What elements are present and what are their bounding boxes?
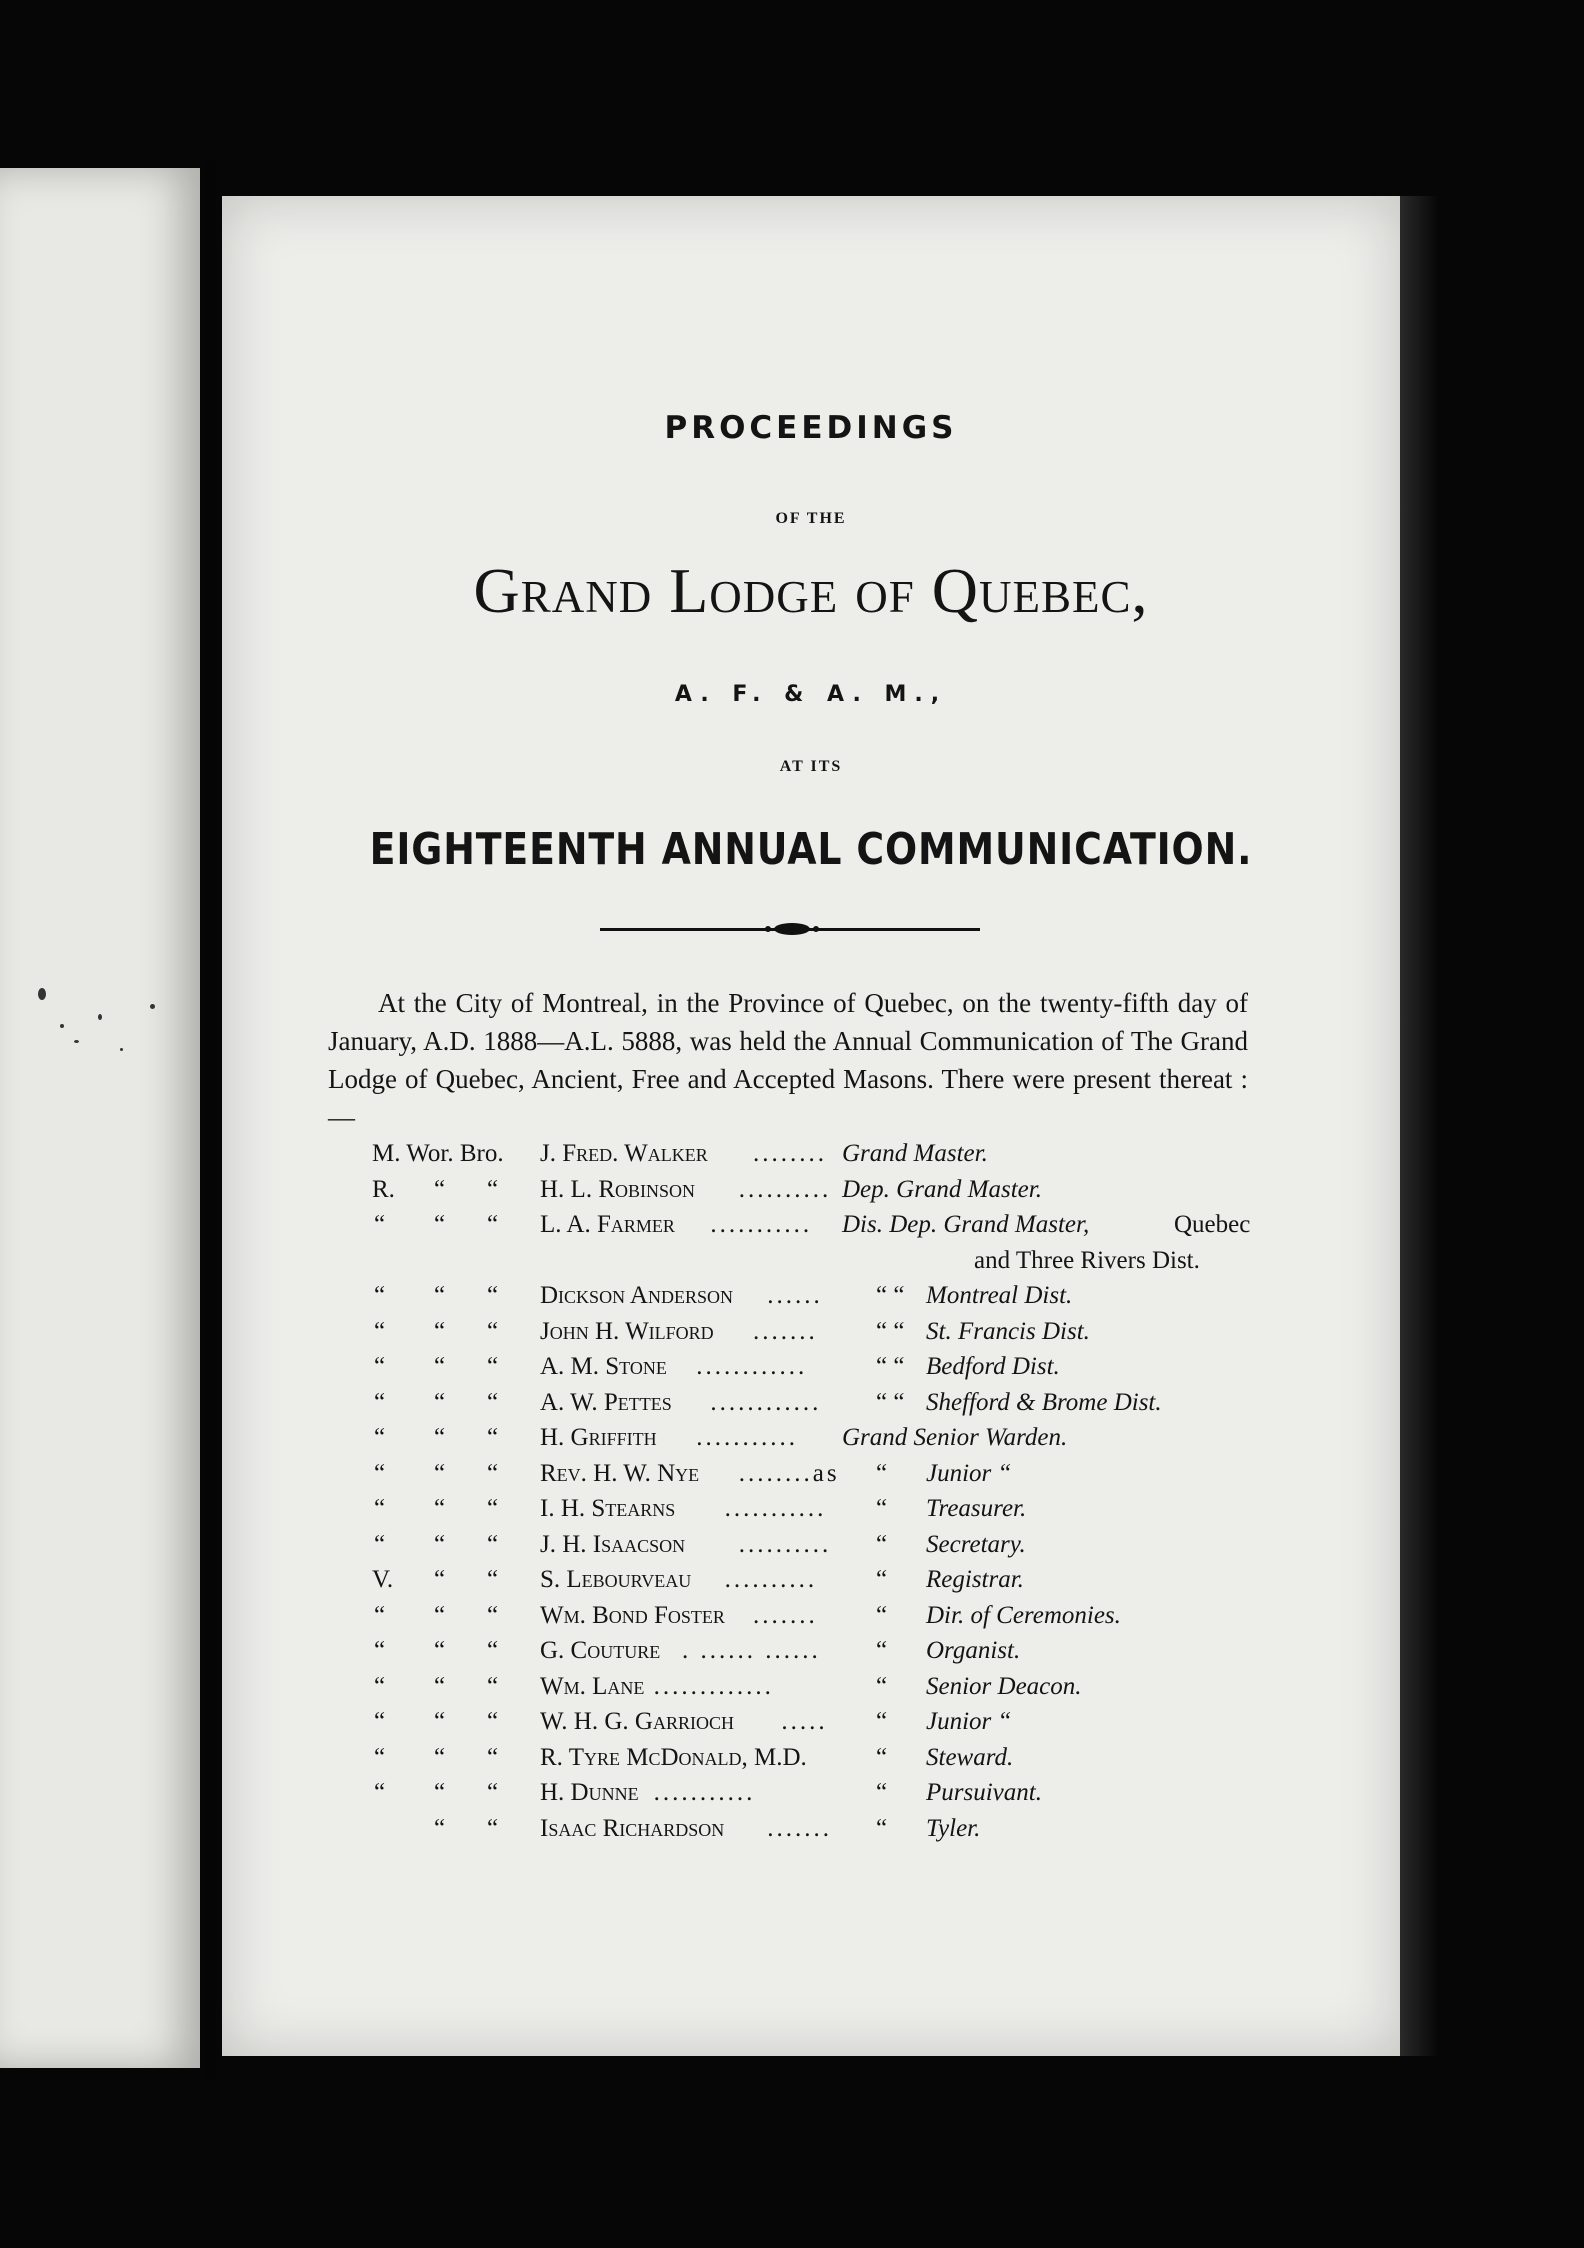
ditto-mark: “ [487,1317,499,1345]
office-ditto: “ “ [876,1282,905,1309]
heading-of-the: OF THE [775,510,847,527]
ditto-mark: “ [487,1566,499,1593]
office-title: Pursuivant. [926,1779,1042,1806]
heading-grand-lodge: Grand Lodge of Quebec, [473,555,1149,626]
officer-name: S. Lebourveau [540,1566,692,1593]
ditto-mark: “ [374,1282,386,1309]
ditto-mark: “ [487,1672,499,1700]
ditto-mark: “ [487,1282,499,1309]
ink-speck [38,988,46,1000]
ditto-mark: “ [374,1743,386,1771]
dot-leader: ...... [767,1282,823,1309]
officer-name: A. M. Stone [540,1353,667,1380]
office-title: Montreal Dist. [926,1282,1073,1309]
ditto-mark: “ [487,1459,499,1487]
ditto-mark: “ [487,1779,499,1806]
office-ditto: “ [876,1779,888,1806]
office-ditto: “ “ [876,1317,905,1345]
dot-leader: ........... [653,1779,756,1806]
roster-row [222,1282,1400,1318]
heading-afam: A. F. & A. M., [674,682,948,707]
dot-leader: .......... [724,1566,818,1593]
ditto-mark: “ [374,1353,386,1380]
ditto-mark: “ [374,1779,386,1806]
ditto-mark: “ [434,1601,446,1629]
gutter-rule [204,160,216,2080]
ditto-mark: “ [434,1175,446,1203]
office-title-tail: Quebec [1174,1211,1251,1238]
intro-text: At the City of Montreal, in the Province of Quebec, on the twenty-fifth day of January, A.D. 1888—A.L. 5888, was held the Annual Communication of The Grand Lodge of Quebec, Ancient, Free and Accepted Masons. There were present thereat :— [328,988,1248,1132]
ditto-mark: “ [487,1211,499,1238]
officer-title: M. Wor. Bro. [372,1140,504,1167]
office-title: Steward. [926,1743,1014,1771]
ink-speck [120,1048,123,1051]
roster-row [222,1495,1400,1531]
office-ditto: “ [876,1672,888,1700]
dot-leader: . ...... ...... [682,1637,821,1664]
ditto-mark: “ [487,1637,499,1664]
ink-speck [74,1040,79,1043]
officer-name: J. Fred. Walker [540,1140,708,1167]
ditto-mark: “ [434,1743,446,1771]
officer-name: Wm. Bond Foster [540,1601,725,1629]
officer-name: I. H. Stearns [540,1495,676,1522]
officer-name: John H. Wilford [540,1317,714,1345]
ditto-mark: “ [374,1708,386,1735]
roster-row [222,1637,1400,1673]
ditto-mark: “ [374,1601,386,1629]
office-ditto: “ [876,1601,888,1629]
office-title: Registrar. [926,1566,1024,1593]
dot-leader: ............ [696,1353,808,1380]
dot-leader: ........as [738,1459,840,1487]
office-title: Dis. Dep. Grand Master, [842,1211,1090,1238]
ditto-mark: “ [487,1388,499,1416]
ditto-mark: “ [434,1317,446,1345]
ditto-mark: “ [487,1530,499,1558]
facing-page-edge [0,168,200,2068]
roster-row [222,1708,1400,1744]
roster-row [222,1673,1400,1709]
ditto-mark: “ [434,1211,446,1238]
office-title: Dep. Grand Master. [842,1175,1042,1203]
officer-name: G. Couture [540,1637,661,1664]
officer-name: W. H. G. Garrioch [540,1708,734,1735]
ditto-mark: “ [434,1459,446,1487]
ditto-mark: “ [434,1495,446,1522]
officer-name: H. L. Robinson [540,1175,696,1203]
office-continuation: and Three Rivers Dist. [974,1246,1200,1274]
ditto-mark: “ [487,1353,499,1380]
heading-annual-communication: EIGHTEENTH ANNUAL COMMUNICATION. [369,824,1253,875]
dot-leader: ............ [710,1388,822,1416]
ditto-mark: “ [487,1708,499,1735]
page-edge-shadow [1400,196,1440,2056]
ditto-mark: “ [487,1601,499,1629]
ditto-mark: “ [374,1388,386,1416]
dot-leader: ....... [753,1317,818,1345]
office-title: Shefford & Brome Dist. [926,1388,1162,1416]
ink-speck [98,1014,102,1020]
heading-proceedings: PROCEEDINGS [664,410,958,446]
office-title: Dir. of Ceremonies. [926,1601,1121,1629]
dot-leader: .......... [738,1530,832,1558]
ditto-mark: “ [434,1530,446,1558]
roster-row [222,1602,1400,1638]
ditto-mark: “ [374,1672,386,1700]
office-title: Secretary. [926,1530,1026,1558]
ditto-mark: “ [434,1353,446,1380]
office-title: Junior “ [926,1459,1012,1487]
officer-name: R. Tyre McDonald, M.D. [540,1743,807,1771]
office-title: Treasurer. [926,1495,1027,1522]
office-title: Grand Senior Warden. [842,1424,1068,1451]
ditto-mark: “ [374,1637,386,1664]
ditto-mark: “ [434,1814,446,1842]
office-ditto: “ [876,1814,888,1842]
officer-title: R. [372,1175,395,1203]
office-ditto: “ [876,1566,888,1593]
ditto-mark: “ [374,1317,386,1345]
ditto-mark: “ [487,1424,499,1451]
dot-leader: .......... [738,1175,832,1203]
roster-row [222,1353,1400,1389]
office-title: Bedford Dist. [926,1353,1060,1380]
roster-row [222,1744,1400,1780]
document-page [222,196,1400,2056]
officer-name: Isaac Richardson [540,1814,725,1842]
officer-name: Wm. Lane [540,1672,645,1700]
office-title: Organist. [926,1637,1021,1664]
officer-name: H. Griffith [540,1424,657,1451]
roster-row [222,1140,1400,1176]
office-title: Grand Master. [842,1140,988,1167]
office-ditto: “ [876,1637,888,1664]
office-ditto: “ [876,1743,888,1771]
dot-leader: ....... [753,1601,818,1629]
roster-row [222,1318,1400,1354]
office-ditto: “ [876,1459,888,1487]
dot-leader: ........ [753,1140,827,1167]
dot-leader: ....... [767,1814,832,1842]
dot-leader: ........... [696,1424,798,1451]
ink-speck [150,1004,155,1009]
officer-name: Dickson Anderson [540,1282,733,1309]
officer-name: A. W. Pettes [540,1388,672,1416]
ditto-mark: “ [434,1388,446,1416]
dot-leader: ........... [724,1495,827,1522]
roster-row [222,1779,1400,1815]
ink-speck [60,1024,64,1028]
office-ditto: “ [876,1530,888,1558]
ditto-mark: “ [487,1814,499,1842]
roster-row [222,1389,1400,1425]
office-ditto: “ [876,1495,888,1522]
office-ditto: “ “ [876,1353,905,1380]
roster-row [222,1566,1400,1602]
ditto-mark: “ [374,1530,386,1558]
roster-row [222,1211,1400,1247]
office-title: St. Francis Dist. [926,1317,1090,1345]
ditto-mark: “ [487,1175,499,1203]
roster-row [222,1424,1400,1460]
dot-leader: ..... [781,1708,828,1735]
officer-name: L. A. Farmer [540,1211,675,1238]
office-ditto: “ [876,1708,888,1735]
office-title: Tyler. [926,1814,981,1842]
ditto-mark: “ [434,1779,446,1806]
ditto-mark: “ [374,1211,386,1238]
rule-ornament [762,918,822,940]
dot-leader: ........... [710,1211,813,1238]
office-title: Senior Deacon. [926,1672,1082,1700]
roster-row [222,1815,1400,1851]
heading-at-its: AT ITS [779,758,843,775]
ditto-mark: “ [434,1282,446,1309]
roster-row [222,1531,1400,1567]
ditto-mark: “ [374,1424,386,1451]
ditto-mark: “ [434,1566,446,1593]
dot-leader: ............. [653,1672,774,1700]
officer-name: H. Dunne [540,1779,639,1806]
intro-paragraph [328,984,1248,1136]
officer-name: J. H. Isaacson [540,1530,686,1558]
office-title: Junior “ [926,1708,1012,1735]
ditto-mark: “ [434,1708,446,1735]
officer-name: Rev. H. W. Nye [540,1459,700,1487]
office-ditto: “ “ [876,1388,905,1416]
roster-row [222,1460,1400,1496]
ditto-mark: “ [374,1495,386,1522]
ditto-mark: “ [434,1424,446,1451]
officer-title: V. [372,1566,394,1593]
ditto-mark: “ [487,1743,499,1771]
ditto-mark: “ [434,1672,446,1700]
roster-row [222,1176,1400,1212]
ditto-mark: “ [434,1637,446,1664]
ditto-mark: “ [374,1459,386,1487]
ditto-mark: “ [487,1495,499,1522]
